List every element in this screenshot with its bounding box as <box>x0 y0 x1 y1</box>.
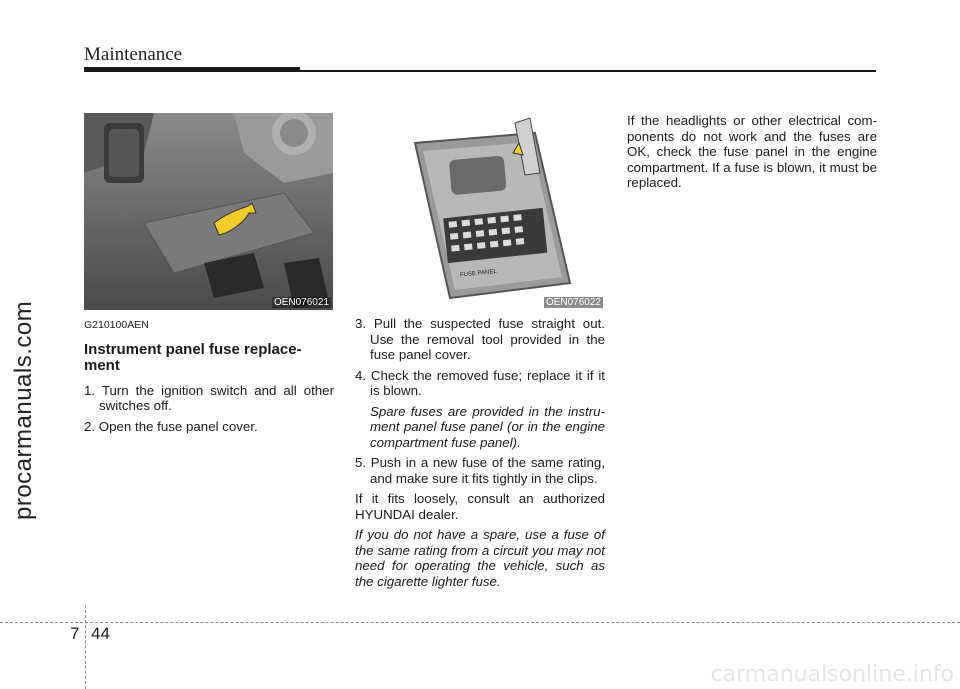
step-4: 4. Check the removed fuse; replace it if it is blown. <box>355 367 605 398</box>
column-1 <box>84 318 334 439</box>
page-number: 44 <box>91 624 110 643</box>
column-2 <box>355 316 605 589</box>
note-no-spare: If you do not have a spare, use a fuse of the same rating from a circuit you may not need for operating the vehicle, such as the cigarette lighter fuse. <box>355 527 605 589</box>
dashboard-illustration <box>84 113 333 310</box>
page-header-title: Maintenance <box>84 44 183 65</box>
header-rule-thick <box>84 67 300 72</box>
figure-code-label: OEN076022 <box>545 297 601 308</box>
footer-divider <box>0 622 960 623</box>
step-1: 1. Turn the ignition switch and all other switches off. <box>84 382 334 413</box>
step-5: 5. Push in a new fuse of the same rating, and make sure it fits tightly in the clips. <box>355 455 605 486</box>
bottom-watermark: carmanualsonline.info <box>710 662 954 687</box>
section-code: G210100AEN <box>84 319 149 331</box>
side-watermark: procarmanuals.com <box>10 300 37 520</box>
header-rule-thin <box>300 70 876 72</box>
engine-fuse-paragraph: If the headlights or other electrical com-ponents do not work and the fuses are OK, check the fuse panel in the engine compartment. If a fuse is blown, it must be replaced. <box>627 113 877 190</box>
figure-fuse-panel-cover <box>355 113 605 310</box>
column-3 <box>627 113 877 196</box>
fuse-panel-illustration <box>355 113 605 310</box>
fuse-panel-text: FUSE PANEL <box>459 268 498 279</box>
dealer-paragraph: If it fits loosely, consult an authorized HYUNDAI dealer. <box>355 491 605 522</box>
note-spare-fuses: Spare fuses are provided in the instru-ment panel fuse panel (or in the engine compartment fuse panel). <box>370 403 605 450</box>
chapter-number: 7 <box>70 624 80 643</box>
figure-dashboard-fuse-cover <box>84 113 333 310</box>
figure-code-label: OEN076021 <box>273 297 329 308</box>
footer-vertical-divider <box>85 605 86 689</box>
section-heading: Instrument panel fuse replace-ment <box>84 340 302 374</box>
step-3: 3. Pull the suspected fuse straight out. Use the removal tool provided in the fuse panel cover. <box>355 316 605 362</box>
step-2: 2. Open the fuse panel cover. <box>84 418 258 434</box>
